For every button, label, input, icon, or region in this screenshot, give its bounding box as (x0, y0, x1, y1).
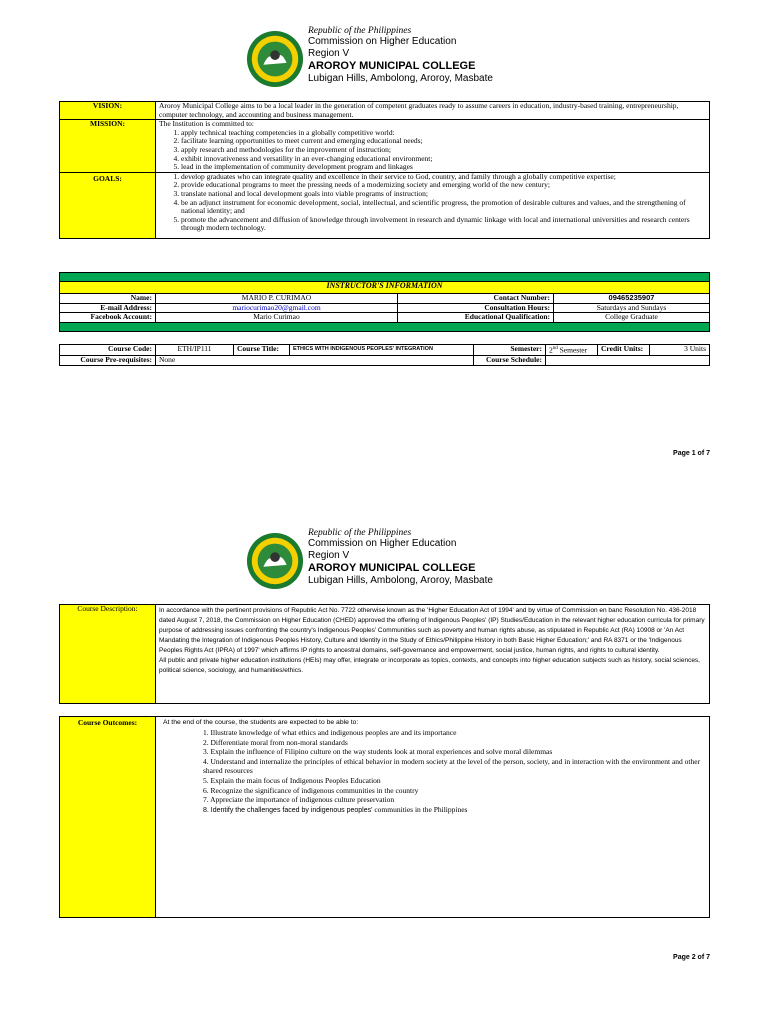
name-label: Name: (60, 294, 156, 304)
mission-item: 4. exhibit innovativeness and versatility in an ever-changing educational environment; (181, 155, 706, 164)
outcome-8-tail: communities in the Philippines (372, 804, 468, 814)
page-number-1: Page 1 of 7 (673, 450, 710, 457)
facebook-value: Mario Curimao (156, 313, 398, 323)
consult-value: Saturdays and Sundays (554, 303, 710, 313)
vision-text: Aroroy Municipal College aims to be a local leader in the generation of competent graduates ready to assume careers in education, industry-based training, entrepreneurship, computer technology, and accounting and business management. (156, 102, 710, 120)
prereq-label: Course Pre-requisites: (60, 356, 156, 366)
course-code-label: Course Code: (60, 345, 156, 356)
course-description-text-2: All public and private higher education institutions (HEIs) may offer, integrate or incorporate as topics, contexts, and concepts into higher education subjects such as history, social sciences, political science, sociology, and humanities/ethics. (159, 657, 700, 674)
outcome-item-text: 4. Understand and internalize the principles of ethical behavior in modern society at the level of the person, society, and in interaction with the environment and other shared resources (203, 756, 701, 776)
name-value: MARIO P. CURIMAO (156, 294, 398, 304)
course-description-label: Course Description: (60, 605, 156, 704)
course-title-value: ETHICS WITH INDIGENOUS PEOPLES' INTEGRATION (290, 345, 474, 356)
outcome-item: 6. Recognize the significance of indigenous communities in the country (203, 785, 419, 795)
facebook-label: Facebook Account: (60, 313, 156, 323)
goal-item: 1. develop graduates who can integrate quality and excellence in their service to God, country, and family through a globally competitive expertise; (181, 173, 706, 182)
page1-header (246, 26, 546, 86)
page2-header (246, 528, 546, 588)
outcome-item: 7. Appreciate the importance of indigenous culture preservation (203, 795, 395, 805)
mission-item: 3. apply research and methodologies for the improvement of instruction; (181, 146, 706, 155)
header-republic: Republic of the Philippines (308, 528, 412, 538)
course-outcomes-cell (156, 717, 710, 918)
goals-cell (156, 172, 710, 238)
course-outcomes-list (159, 728, 706, 815)
vision-mission-goals-table (59, 101, 710, 239)
course-code-value: ETH/IP111 (156, 345, 234, 356)
semester-ordinal: nd (552, 346, 558, 351)
mission-item: 5. lead in the implementation of community development program and linkages (181, 163, 706, 172)
outcome-item (159, 757, 706, 776)
course-description-text: In accordance with the pertinent provisions of Republic Act No. 7722 otherwise known as the 'Higher Education Act of 1994' and by virtue of Commission en banc Resolution No. 436-2018 dated August 7, 2018, the Commission on Higher Education (CHED) approved the offering of Indigenous Peoples' (IP) Studies/Education in the relevant higher education curricula for primary purpose of addressing issues confronting the country's Indigenous Peoples' Communities such as poverty and human rights abuse, as stipulated in Republic Act (RA) 10908 or 'An Act Mandating the Integration of Indigenous Peoples History, Culture and Identity in the Study of Ethics/Philippine History in both Basic Higher Education;' and RA 8371 or the 'Indigenous Peoples Rights Act (IPRA) of 1997' which affirms IP rights to ancestral domains, self-governance and empowerment, social justice, human rights, and rights to cultural identity. (159, 607, 705, 654)
qualification-label: Educational Qualification: (398, 313, 554, 323)
college-seal-icon (246, 30, 304, 88)
email-label: E-mail Address: (60, 303, 156, 313)
header-commission: Commission on Higher Education (308, 538, 457, 549)
goals-label: GOALS: (60, 172, 156, 238)
outcome-item: 2. Differentiate moral from non-moral standards (203, 737, 348, 747)
course-title-label: Course Title: (234, 345, 290, 356)
course-outcomes-table (59, 716, 710, 918)
credit-value: 3 Units (650, 345, 710, 356)
mission-item: 2. facilitate learning opportunities to meet current and emerging educational needs; (181, 137, 706, 146)
consult-label: Consultation Hours: (398, 303, 554, 313)
instructor-heading: INSTRUCTOR'S INFORMATION (60, 282, 710, 294)
header-region: Region V (308, 48, 350, 59)
email-link[interactable]: mariocurimao20@gmail.com (232, 302, 321, 312)
course-description-cell (156, 605, 710, 704)
schedule-value (546, 356, 710, 366)
outcome-item: 5. Explain the main focus of Indigenous Peoples Education (203, 775, 381, 785)
credit-label: Credit Units: (598, 345, 650, 356)
course-outcomes-label: Course Outcomes: (60, 717, 156, 918)
goal-item: 5. promote the advancement and diffusion of knowledge through involvement in research and dynamic linkage with local and international universities and research centers through modern technology. (181, 216, 706, 233)
semester-label: Semester: (474, 345, 546, 356)
header-commission: Commission on Higher Education (308, 36, 457, 47)
course-outcomes-intro: At the end of the course, the students are expected to be able to: (163, 719, 359, 726)
goal-item: 4. be an adjunct instrument for economic development, social, intellectual, and scientific progress, the promotion of desirable cultures and values, and the strengthening of national identity; and (181, 199, 706, 216)
mission-list (159, 129, 706, 172)
semester-value (546, 345, 598, 356)
contact-label: Contact Number: (398, 294, 554, 304)
schedule-label: Course Schedule: (474, 356, 546, 366)
qualification-value: College Graduate (554, 313, 710, 323)
page-number-2: Page 2 of 7 (673, 954, 710, 961)
outcome-item: 3. Explain the influence of Filipino culture on the way students look at moral experiences and solve moral dilemmas (203, 747, 553, 757)
mission-label: MISSION: (60, 120, 156, 173)
header-address: Lubigan Hills, Ambolong, Aroroy, Masbate (308, 575, 493, 586)
college-seal-icon (246, 532, 304, 590)
header-republic: Republic of the Philippines (308, 26, 412, 36)
instructor-info-table (59, 272, 710, 332)
contact-value: 09465235907 (554, 294, 710, 304)
header-college: AROROY MUNICIPAL COLLEGE (308, 562, 476, 574)
goal-item: 3. translate national and local development goals into viable programs of instruction; (181, 190, 706, 199)
semester-number: 2 (549, 345, 553, 355)
mission-intro: The Institution is committed to: (159, 119, 254, 129)
semester-word: Semester (557, 345, 588, 355)
header-region: Region V (308, 550, 350, 561)
goal-item: 2. provide educational programs to meet the pressing needs of a modernizing society and emerging world of the new century; (181, 181, 706, 190)
header-college: AROROY MUNICIPAL COLLEGE (308, 60, 476, 72)
outcome-item (203, 805, 706, 816)
header-address: Lubigan Hills, Ambolong, Aroroy, Masbate (308, 73, 493, 84)
mission-cell (156, 120, 710, 173)
vision-label: VISION: (60, 102, 156, 120)
green-divider (60, 322, 710, 331)
outcome-8-lead: 8. Identify the challenges faced by indigenous peoples' (203, 806, 373, 814)
mission-item: 1. apply technical teaching competencies in a globally competitive world: (181, 129, 706, 138)
course-info-table (59, 344, 710, 366)
course-description-table (59, 604, 710, 704)
goals-list (159, 173, 706, 233)
outcome-item: 1. Illustrate knowledge of what ethics and indigenous peoples are and its importance (203, 728, 457, 737)
prereq-value: None (156, 356, 474, 366)
